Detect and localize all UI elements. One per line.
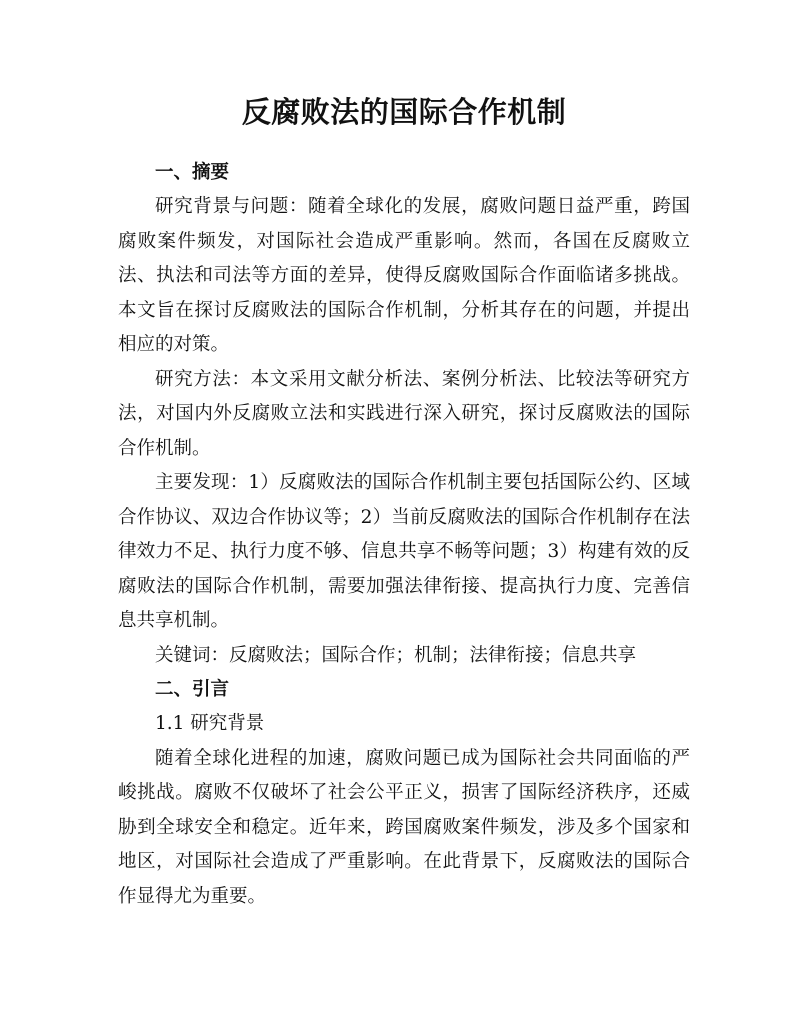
abstract-findings-paragraph: 主要发现：1）反腐败法的国际合作机制主要包括国际公约、区域合作协议、双边合作协议等；2）当前反腐败法的国际合作机制存在法律效力不足、执行力度不够、信息共享不畅等问题；3）构建有效的反腐败法的国际合作机制，需要加强法律衔接、提高执行力度、完善信息共享机制。 xyxy=(118,472,690,631)
abstract-methods-paragraph: 研究方法：本文采用文献分析法、案例分析法、比较法等研究方法，对国内外反腐败立法和实践进行深入研究，探讨反腐败法的国际合作机制。 xyxy=(118,368,690,459)
document-title: 反腐败法的国际合作机制 xyxy=(241,95,567,129)
section-heading-introduction: 二、引言 xyxy=(155,679,230,700)
document-page xyxy=(118,90,690,914)
section-heading-abstract: 一、摘要 xyxy=(155,162,230,183)
introduction-body-paragraph: 随着全球化进程的加速，腐败问题已成为国际社会共同面临的严峻挑战。腐败不仅破坏了社会公平正义，损害了国际经济秩序，还威胁到全球安全和稳定。近年来，跨国腐败案件频发，涉及多个国家和地区，对国际社会造成了严重影响。在此背景下，反腐败法的国际合作显得尤为重要。 xyxy=(118,747,690,907)
abstract-keywords-paragraph: 关键词：反腐败法；国际合作；机制；法律衔接；信息共享 xyxy=(155,644,637,666)
abstract-background-paragraph: 研究背景与问题：随着全球化的发展，腐败问题日益严重，跨国腐败案件频发，对国际社会造成严重影响。然而，各国在反腐败立法、执法和司法等方面的差异，使得反腐败国际合作面临诸多挑战。本文旨在探讨反腐败法的国际合作机制，分析其存在的问题，并提出相应的对策。 xyxy=(118,196,690,355)
subsection-heading-background: 1.1 研究背景 xyxy=(155,713,265,734)
